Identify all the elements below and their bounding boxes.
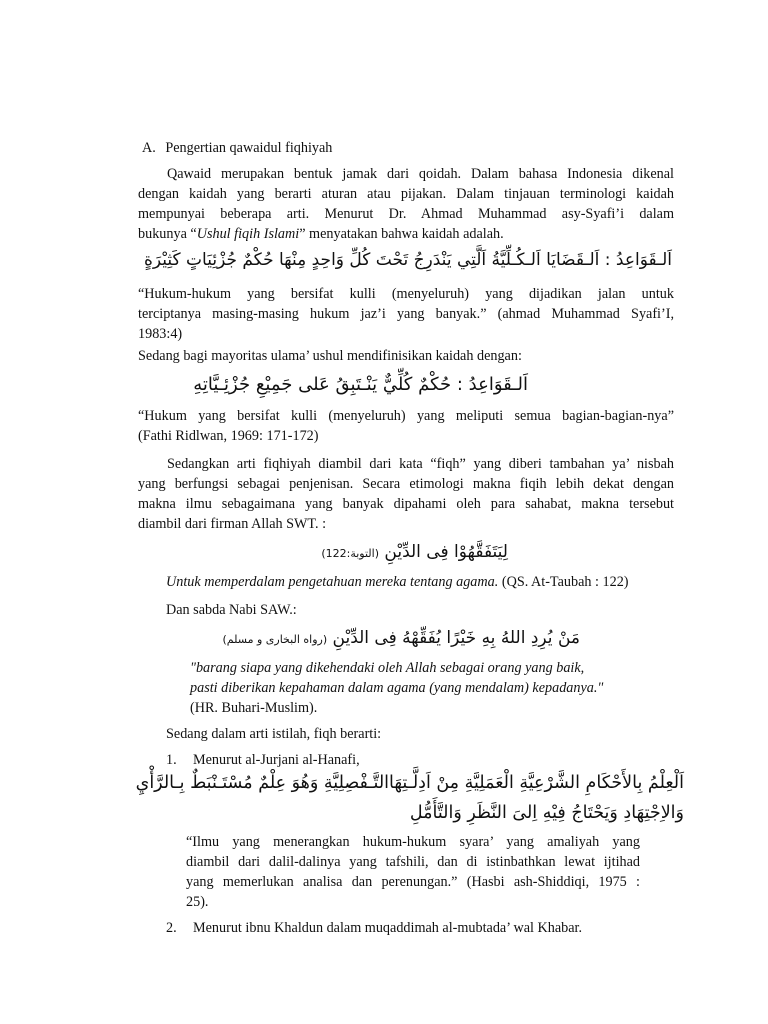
translation-1 (138, 284, 674, 344)
translation-jurjani (186, 832, 640, 912)
paragraph-line: dengan kaidah yang berarti aturan atau pijakan. Dalam tinjauan terminologi kaidah (138, 186, 674, 202)
list-number: 1. (166, 752, 177, 768)
list-text: Menurut ibnu Khaldun dalam muqaddimah al-mubtada’ wal Khabar. (193, 920, 582, 936)
arabic-definition-jurjani (136, 768, 684, 828)
list-item-1 (166, 750, 674, 770)
paragraph-mayoritas: Sedang bagi mayoritas ulama’ ushul mendifinisikan kaidah dengan: (138, 348, 522, 364)
hadith-translation (190, 658, 674, 718)
paragraph-line: (Fathi Ridlwan, 1969: 171-172) (138, 428, 319, 444)
text-fragment: bukunya “ (138, 226, 197, 242)
paragraph-line: pasti diberikan kepahaman dalam agama (yang mendalam) kepadanya." (190, 680, 604, 696)
list-text: Menurut al-Jurjani al-Hanafi, (193, 752, 360, 768)
paragraph-line: “Hukum yang bersifat kulli (menyeluruh) yang meliputi semua bagian-bagian-nya” (138, 408, 674, 424)
book-title: Ushul fiqih Islami (196, 226, 300, 242)
arabic-quran-verse (321, 538, 508, 568)
hadith-text: مَنْ يُرِدِ اللهُ بِهِ خَيْرًا يُفَقِّهْهُ فِى الدِّيْنِ (332, 628, 580, 648)
arabic-definition-2: اَلـقَوَاعِدُ : حُكْمٌ كُلِّيٌّ يَنْـتَبِقُ عَلى جَمِيْعِ جُزْئِـيَّاتِهِ (193, 374, 528, 395)
arabic-definition-1: اَلـقَوَاعِدُ : اَلـقَضَايَا اَلـكُـلِّيَّةُ اَلَّتِي يَنْدَرِجُ تَحْتَ كُلِّ وَاحِدٍ مِنْهَا حُكْمٌ جُزْئِيَاتٍ كَثِيْرَةٍ (143, 250, 672, 270)
paragraph-line: terciptanya masing-masing hukum jaz’i yang banyak.” (ahmad Muhammad Syafi’I, (138, 306, 674, 322)
paragraph-line: yang memerlukan analisa dan perenungan.” (Hasbi ash-Shiddiqi, 1975 : (186, 874, 640, 890)
list-number: 2. (166, 920, 177, 936)
paragraph-qawaid (138, 164, 674, 244)
paragraph-line (138, 224, 674, 244)
paragraph-sabda: Dan sabda Nabi SAW.: (166, 602, 297, 618)
verse-reference: (التوبة:122) (321, 547, 379, 560)
paragraph-line: Sedangkan arti fiqhiyah diambil dari kata “fiqh” yang diberi tambahan ya’ nisbah (167, 456, 674, 472)
section-letter: A. (142, 140, 156, 156)
paragraph-line: makna ilmu sebagaimana yang banyak dipahami oleh para sahabat, makna tersebut (138, 496, 674, 512)
paragraph-fiqhiyah (138, 454, 674, 534)
arabic-line: وَالاِجْتِهَادِ وَيَحْتَاجُ فِيْهِ اِلىَ النَّظَرِ وَالتَّأَمُّلِ (409, 803, 684, 823)
paragraph-line: 1983:4) (138, 326, 183, 342)
quran-translation (166, 572, 674, 592)
paragraph-line: mempunyai beberapa arti. Menurut Dr. Ahmad Muhammad asy-Syafi’i dalam (138, 206, 674, 222)
text-fragment: ” menyatakan bahwa kaidah adalah. (299, 226, 504, 242)
arabic-line: اَلْعِلْمُ بِالأَحْكَامِ الشَّرْعِيَّةِ الْعَمَلِيَّةِ مِنْ اَدِلَّـتِهَاالتَّـفْصِلِيَّةِ وَهُوَ عِلْمٌ مُسْتَـنْبَطٌ بِـالرَّأْيِ (135, 773, 684, 793)
paragraph-line: “Ilmu yang menerangkan hukum-hukum syara’ yang amaliyah yang (186, 834, 640, 850)
paragraph-line: Qawaid merupakan bentuk jamak dari qoidah. Dalam bahasa Indonesia dikenal (167, 166, 674, 182)
paragraph-line: 25). (186, 894, 209, 910)
section-title: Pengertian qawaidul fiqhiyah (165, 140, 333, 156)
paragraph-line: diambil dari firman Allah SWT. : (138, 516, 327, 532)
translation-2 (138, 406, 674, 446)
list-item-2 (166, 918, 674, 938)
arabic-hadith (223, 624, 580, 654)
quran-translation-text: Untuk memperdalam pengetahuan mereka tentang agama. (166, 574, 499, 590)
quran-reference: (QS. At-Taubah : 122) (501, 574, 629, 590)
paragraph-line: "barang siapa yang dikehendaki oleh Allah sebagai orang yang baik, (190, 660, 585, 676)
paragraph-line: yang berfungsi sebagai penjenisan. Secara etimologi makna fiqih lebih dekat dengan (138, 476, 674, 492)
verse-text: لِيَتَفَقَّهُوْا فِى الدِّيْنِ (384, 542, 508, 562)
paragraph-istilah: Sedang dalam arti istilah, fiqh berarti: (166, 726, 382, 742)
paragraph-line: diambil dari dalil-dalinya yang tafshili, dan di istinbathkan lewat ijtihad (186, 854, 640, 870)
paragraph-line: (HR. Buhari-Muslim). (190, 700, 318, 716)
section-heading (142, 138, 332, 158)
paragraph-line: “Hukum-hukum yang bersifat kulli (menyeluruh) yang dijadikan jalan untuk (138, 286, 674, 302)
hadith-reference: (رواه البخارى و مسلم) (222, 633, 328, 646)
